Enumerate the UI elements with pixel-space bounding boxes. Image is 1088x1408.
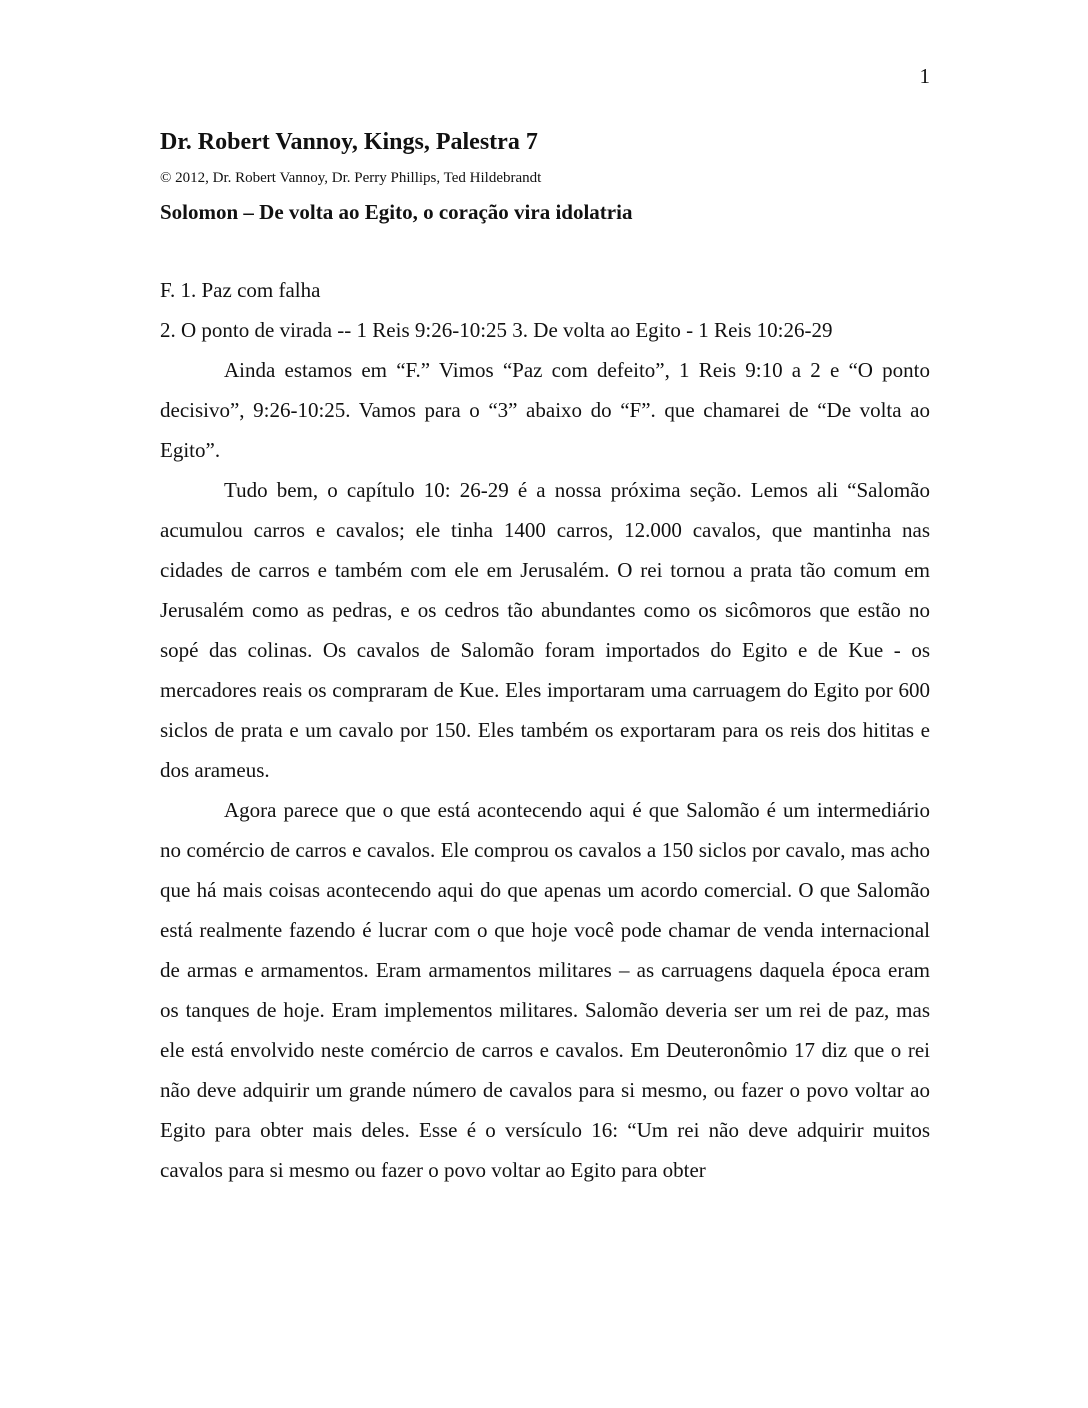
document-subtitle: Solomon – De volta ao Egito, o coração vira idolatria [160,200,633,224]
copyright-line: © 2012, Dr. Robert Vannoy, Dr. Perry Phillips, Ted Hildebrandt [160,170,542,186]
paragraph: Agora parece que o que está acontecendo aqui é que Salomão é um intermediário no comércio de carros e cavalos. Ele comprou os cavalos a 150 siclos por cavalo, mas acho que há mais coisas acontecendo aqui do que apenas um acordo comercial. O que Salomão está realmente fazendo é lucrar com o que hoje você pode chamar de venda internacional de armas e armamentos. Eram armamentos militares – as carruagens daquela época eram os tanques de hoje. Eram implementos militares. Salomão deveria ser um rei de paz, mas ele está envolvido neste comércio de carros e cavalos. Em Deuteronômio 17 diz que o rei não deve adquirir um grande número de cavalos para si mesmo, ou fazer o povo voltar ao Egito para obter mais deles. Esse é o versículo 16: “Um rei não deve adquirir muitos cavalos para si mesmo ou fazer o povo voltar ao Egito para obter [160,798,930,1182]
document-title: Dr. Robert Vannoy, Kings, Palestra 7 [160,129,538,155]
outline-line: 2. O ponto de virada -- 1 Reis 9:26-10:25 3. De volta ao Egito - 1 Reis 10:26-29 [160,318,833,342]
page-content [160,126,930,1190]
paragraph: Tudo bem, o capítulo 10: 26-29 é a nossa próxima seção. Lemos ali “Salomão acumulou carros e cavalos; ele tinha 1400 carros, 12.000 cavalos, que mantinha nas cidades de carros e também com ele em Jerusalém. O rei tornou a prata tão comum em Jerusalém como as pedras, e os cedros tão abundantes como os sicômoros que estão no sopé das colinas. Os cavalos de Salomão foram importados do Egito e de Kue - os mercadores reais os compraram de Kue. Eles importaram uma carruagem do Egito por 600 siclos de prata e um cavalo por 150. Eles também os exportaram para os reis dos hititas e dos arameus. [160,478,930,782]
outline-line: F. 1. Paz com falha [160,278,321,302]
paragraph: Ainda estamos em “F.” Vimos “Paz com defeito”, 1 Reis 9:10 a 2 e “O ponto decisivo”, 9:26-10:25. Vamos para o “3” abaixo do “F”. que chamarei de “De volta ao Egito”. [160,358,930,462]
outline [160,270,930,350]
page-number: 1 [919,64,930,88]
